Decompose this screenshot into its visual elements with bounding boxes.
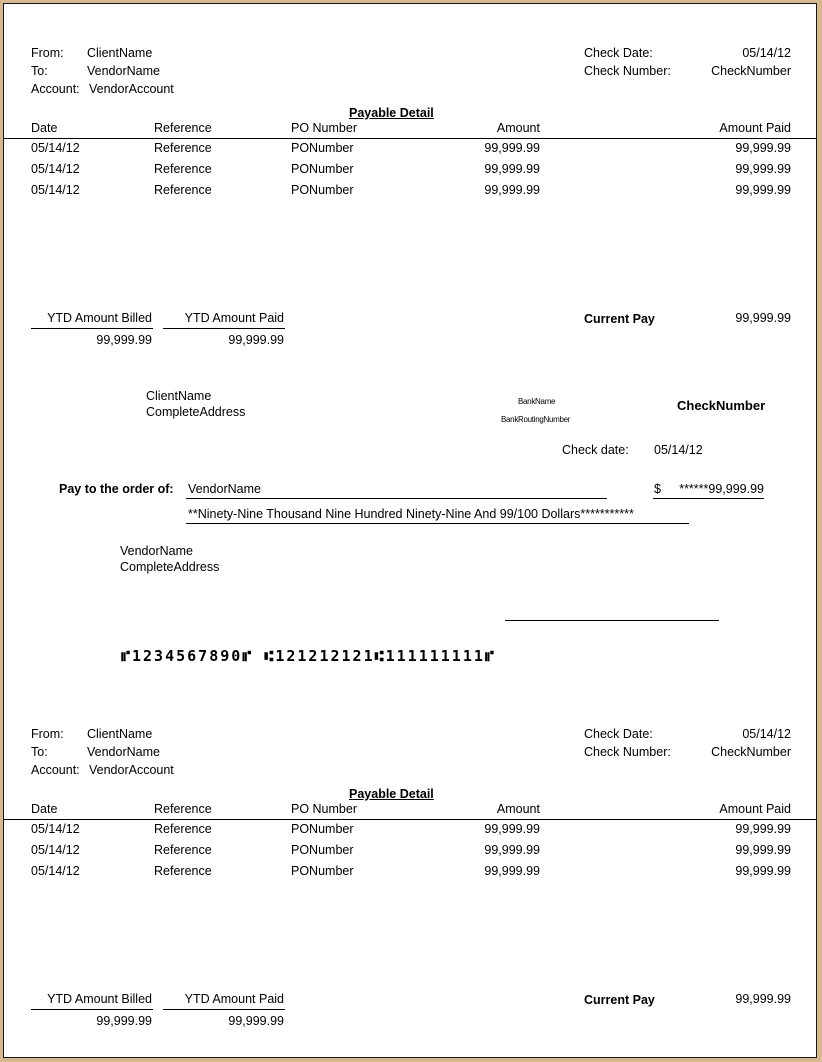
row-amount-paid: 99,999.99 xyxy=(735,162,791,176)
col-header-amount: Amount xyxy=(496,802,540,816)
ytd-billed-label: YTD Amount Billed xyxy=(47,992,152,1006)
ytd-billed-value: 99,999.99 xyxy=(96,333,152,347)
col-header-reference: Reference xyxy=(154,802,212,816)
ytd-billed-value: 99,999.99 xyxy=(96,1014,152,1028)
col-header-amount-paid: Amount Paid xyxy=(719,802,791,816)
ytd-paid-value: 99,999.99 xyxy=(228,1014,284,1028)
col-header-po-number: PO Number xyxy=(291,121,357,135)
current-pay-label: Current Pay xyxy=(584,993,655,1007)
row-reference: Reference xyxy=(154,843,212,857)
check-date-label: Check Date: xyxy=(584,46,653,60)
account-value: VendorAccount xyxy=(89,763,174,777)
current-pay-value: 99,999.99 xyxy=(735,992,791,1006)
micr-line: ⑈1234567890⑈ ⑆121212121⑆111111111⑈ xyxy=(121,647,496,665)
col-header-amount: Amount xyxy=(496,121,540,135)
row-amount: 99,999.99 xyxy=(484,162,540,176)
from-value: ClientName xyxy=(87,46,153,60)
ytd-billed-label: YTD Amount Billed xyxy=(47,311,152,325)
amount-words-rule xyxy=(186,523,689,524)
row-amount-paid: 99,999.99 xyxy=(735,183,791,197)
row-date: 05/14/12 xyxy=(31,843,80,857)
row-date: 05/14/12 xyxy=(31,141,80,155)
row-amount: 99,999.99 xyxy=(484,183,540,197)
payer-address: CompleteAddress xyxy=(146,405,246,419)
payer-name: ClientName xyxy=(146,389,212,403)
row-reference: Reference xyxy=(154,864,212,878)
row-amount: 99,999.99 xyxy=(484,864,540,878)
payee-rule xyxy=(186,498,607,499)
row-reference: Reference xyxy=(154,822,212,836)
payee-address: CompleteAddress xyxy=(120,560,220,574)
to-value: VendorName xyxy=(87,64,160,78)
ytd-billed-rule xyxy=(31,1009,153,1010)
row-po-number: PONumber xyxy=(291,141,354,155)
col-header-po-number: PO Number xyxy=(291,802,357,816)
row-po-number: PONumber xyxy=(291,162,354,176)
check-document xyxy=(3,3,817,1058)
row-amount-paid: 99,999.99 xyxy=(735,843,791,857)
ytd-paid-rule xyxy=(163,1009,285,1010)
amount-rule xyxy=(653,498,764,499)
row-date: 05/14/12 xyxy=(31,864,80,878)
row-po-number: PONumber xyxy=(291,843,354,857)
check-number-label: Check Number: xyxy=(584,745,671,759)
ytd-billed-rule xyxy=(31,328,153,329)
pay-to-label: Pay to the order of: xyxy=(59,482,174,496)
row-date: 05/14/12 xyxy=(31,822,80,836)
ytd-paid-value: 99,999.99 xyxy=(228,333,284,347)
check-number-value: CheckNumber xyxy=(711,745,791,759)
bank-routing-number: BankRoutingNumber xyxy=(501,415,571,424)
account-label: Account: xyxy=(31,82,80,96)
to-label: To: xyxy=(31,64,48,78)
signature-line xyxy=(505,620,719,621)
row-po-number: PONumber xyxy=(291,822,354,836)
check-number-label: Check Number: xyxy=(584,64,671,78)
check-date-value: 05/14/12 xyxy=(654,443,703,457)
ytd-paid-rule xyxy=(163,328,285,329)
ytd-paid-label: YTD Amount Paid xyxy=(184,992,284,1006)
check-date-label: Check date: xyxy=(562,443,629,457)
currency-symbol: $ xyxy=(654,482,661,496)
row-po-number: PONumber xyxy=(291,183,354,197)
row-amount-paid: 99,999.99 xyxy=(735,822,791,836)
row-amount: 99,999.99 xyxy=(484,822,540,836)
current-pay-value: 99,999.99 xyxy=(735,311,791,325)
to-value: VendorName xyxy=(87,745,160,759)
section-title: Payable Detail xyxy=(349,106,434,120)
ytd-paid-label: YTD Amount Paid xyxy=(184,311,284,325)
bank-name: BankName xyxy=(518,397,556,406)
from-label: From: xyxy=(31,46,64,60)
row-reference: Reference xyxy=(154,183,212,197)
row-amount-paid: 99,999.99 xyxy=(735,141,791,155)
account-value: VendorAccount xyxy=(89,82,174,96)
row-amount-paid: 99,999.99 xyxy=(735,864,791,878)
check-date-value: 05/14/12 xyxy=(742,46,791,60)
col-header-reference: Reference xyxy=(154,121,212,135)
payee-line: VendorName xyxy=(188,482,261,496)
row-amount: 99,999.99 xyxy=(484,843,540,857)
row-reference: Reference xyxy=(154,162,212,176)
section-title: Payable Detail xyxy=(349,787,434,801)
check-date-label: Check Date: xyxy=(584,727,653,741)
row-date: 05/14/12 xyxy=(31,162,80,176)
col-header-date: Date xyxy=(31,802,58,816)
row-date: 05/14/12 xyxy=(31,183,80,197)
amount-in-words: **Ninety-Nine Thousand Nine Hundred Ninety-Nine And 99/100 Dollars*********** xyxy=(188,507,634,521)
col-header-date: Date xyxy=(31,121,58,135)
payee-name: VendorName xyxy=(120,544,193,558)
row-amount: 99,999.99 xyxy=(484,141,540,155)
current-pay-label: Current Pay xyxy=(584,312,655,326)
from-value: ClientName xyxy=(87,727,153,741)
check-date-value: 05/14/12 xyxy=(742,727,791,741)
check-number-value: CheckNumber xyxy=(711,64,791,78)
from-label: From: xyxy=(31,727,64,741)
row-reference: Reference xyxy=(154,141,212,155)
row-po-number: PONumber xyxy=(291,864,354,878)
check-number: CheckNumber xyxy=(677,398,766,413)
check-amount: ******99,999.99 xyxy=(679,482,764,496)
header-divider xyxy=(4,819,816,820)
header-divider xyxy=(4,138,816,139)
to-label: To: xyxy=(31,745,48,759)
col-header-amount-paid: Amount Paid xyxy=(719,121,791,135)
account-label: Account: xyxy=(31,763,80,777)
